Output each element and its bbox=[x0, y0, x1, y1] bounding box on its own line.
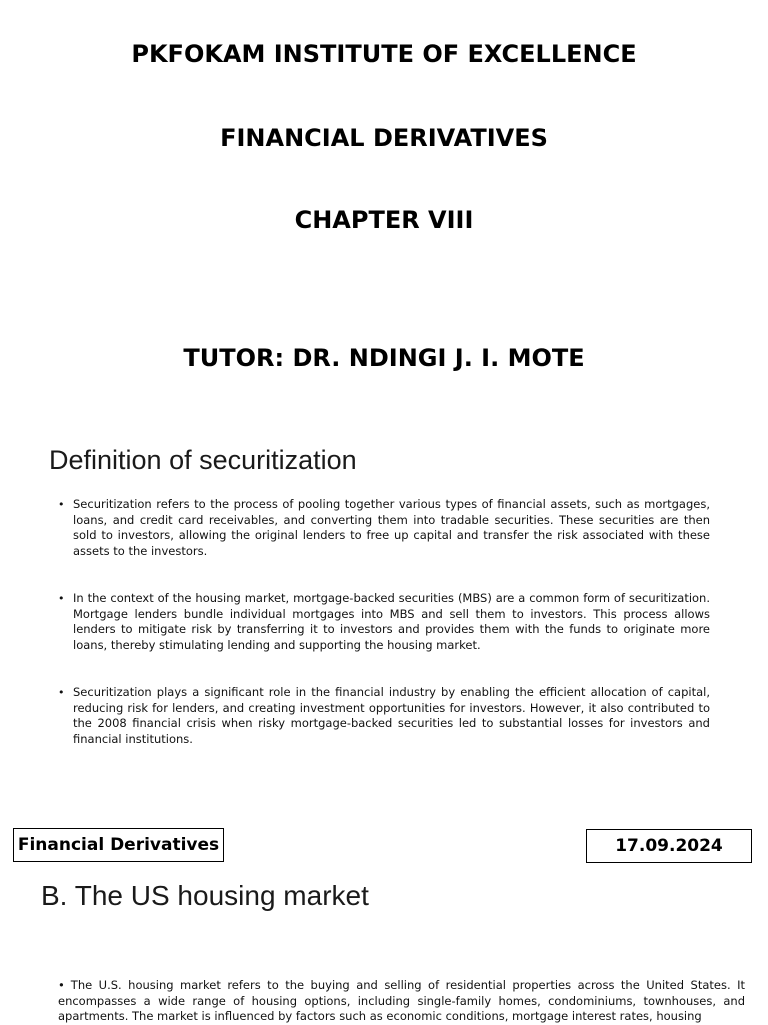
housing-paragraph bbox=[58, 978, 745, 1025]
list-item bbox=[58, 591, 710, 653]
housing-paragraph-text: The U.S. housing market refers to the buying and selling of residential properties across the United States. It encompasses a wide range of housing options, including single-family homes, condominiums, townhouses, and apartments. The market is influenced by factors such as economic conditions, mortgage interest rates, housing bbox=[58, 978, 745, 1023]
list-item-text: In the context of the housing market, mortgage-backed securities (MBS) are a common form of securitization. Mortgage lenders bundle individual mortgages into MBS and sell them to investors. This process allows lenders to mitigate risk by transferring it to investors and provides them with the funds to originate more loans, thereby stimulating lending and supporting the housing market. bbox=[73, 591, 710, 652]
chapter-title: CHAPTER VIII bbox=[294, 206, 474, 234]
bullet-icon: • bbox=[58, 978, 65, 992]
date-label-box: 17.09.2024 bbox=[586, 829, 752, 863]
tutor-name: TUTOR: DR. NDINGI J. I. MOTE bbox=[183, 344, 585, 372]
definition-slide bbox=[0, 415, 768, 800]
bullet-icon: • bbox=[58, 498, 65, 511]
title-slide bbox=[0, 0, 768, 415]
definition-list bbox=[58, 497, 710, 779]
course-title: FINANCIAL DERIVATIVES bbox=[220, 124, 548, 152]
bullet-icon: • bbox=[58, 592, 65, 605]
definition-heading: Definition of securitization bbox=[49, 445, 357, 475]
list-item bbox=[58, 497, 710, 559]
bullet-icon: • bbox=[58, 686, 65, 699]
institute-name: PKFOKAM INSTITUTE OF EXCELLENCE bbox=[131, 40, 637, 68]
list-item-text: Securitization plays a significant role in the financial industry by enabling the efficient allocation of capital, reducing risk for lenders, and creating investment opportunities for investors. However, it also contributed to the 2008 financial crisis when risky mortgage-backed securities led to substantial losses for investors and financial institutions. bbox=[73, 685, 710, 746]
list-item-text: Securitization refers to the process of pooling together various types of financial assets, such as mortgages, loans, and credit card receivables, and converting them into tradable securities. These securities are then sold to investors, allowing the original lenders to free up capital and transfer the risk associated with these assets to the investors. bbox=[73, 497, 710, 558]
housing-heading: B. The US housing market bbox=[41, 880, 369, 911]
list-item bbox=[58, 685, 710, 747]
subject-label-box: Financial Derivatives bbox=[13, 828, 224, 862]
housing-slide bbox=[0, 800, 768, 1024]
